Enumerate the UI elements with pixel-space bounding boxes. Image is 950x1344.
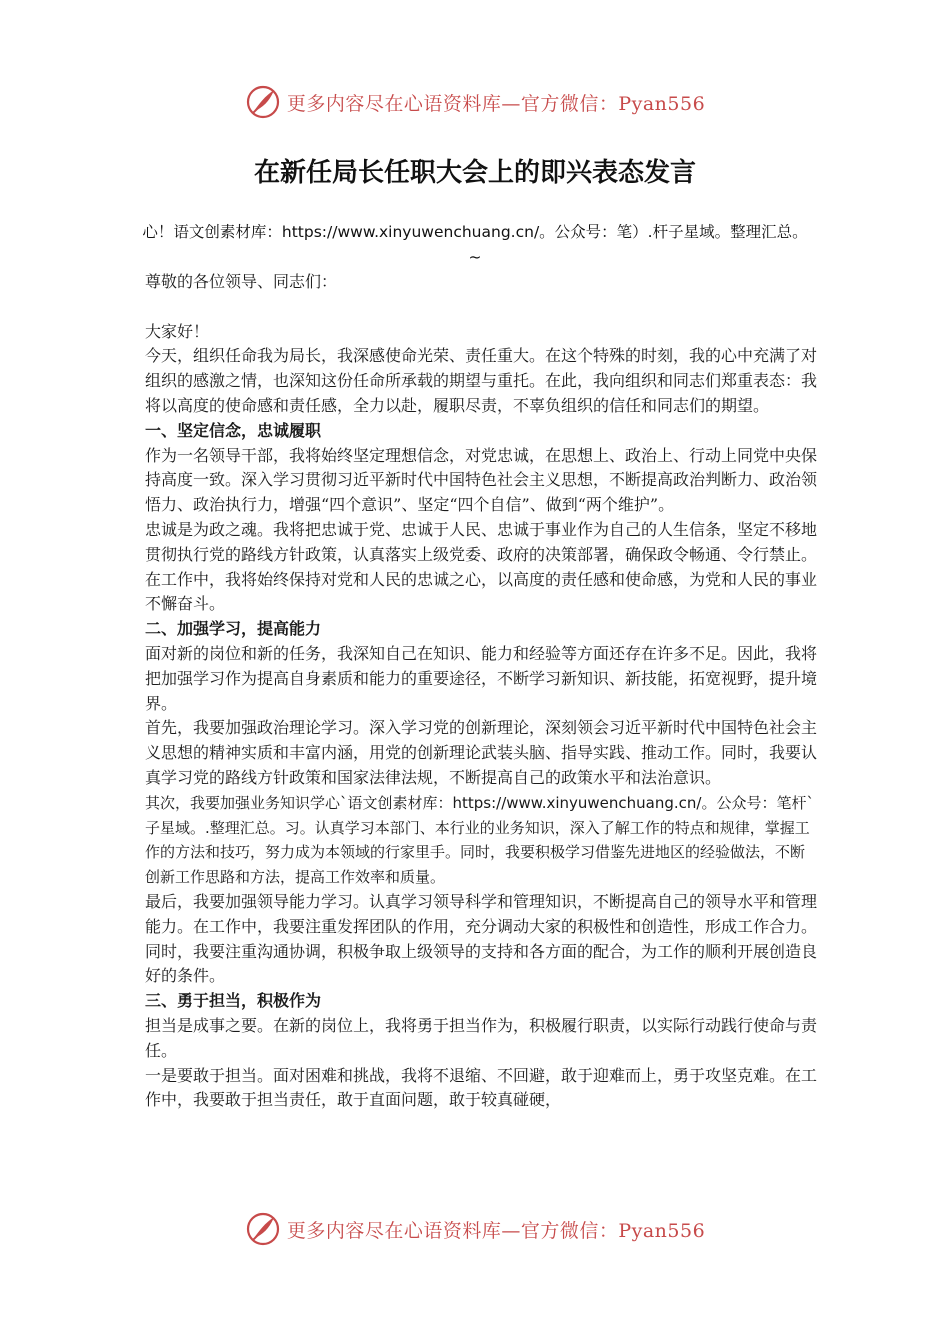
body-paragraph: 一是要敢于担当。面对困难和挑战，我将不退缩、不回避，敢于迎难而上，勇于攻坚克难。在工作中，我要敢于担当责任，敢于直面问题，敢于较真碰硬， bbox=[145, 1065, 818, 1110]
watermark-footer bbox=[0, 1211, 950, 1247]
body-paragraph: 其次，我要加强业务知识学心`语文创素材库：https://www.xinyuwenchuang.cn/。公众号：笔杆`子星域。.整理汇总。习。认真学习本部门、本行业的业务知识，深入了解工作的特点和规律，掌握工作的方法和技巧，努力成为本领域的行家里手。同时，我要积极学习借鉴先进地区的经验做法，不断创新工作思路和方法，提高工作效率和质量。 bbox=[145, 793, 814, 887]
watermark-text: 更多内容尽在心语资料库—官方微信：Pyan556 bbox=[286, 1219, 706, 1242]
watermark-header bbox=[0, 84, 950, 120]
blank-line bbox=[145, 295, 817, 320]
body-paragraph: 今天，组织任命我为局长，我深感使命光荣、责任重大。在这个特殊的时刻，我的心中充满了对组织的感激之情，也深知这份任命所承载的期望与重托。在此，我向组织和同志们郑重表态：我将以高度的使命感和责任感，全力以赴，履职尽责，不辜负组织的信任和同志们的期望。 bbox=[145, 346, 818, 415]
body-paragraph: 首先，我要加强政治理论学习。深入学习党的创新理论，深刻领会习近平新时代中国特色社会主义思想的精神实质和丰富内涵，用党的创新理论武装头脑、指导实践、推动工作。同时，我要认真学习党的路线方针政策和国家法律法规，不断提高自己的政策水平和法治意识。 bbox=[145, 718, 818, 787]
body-paragraph: 面对新的岗位和新的任务，我深知自己在知识、能力和经验等方面还存在许多不足。因此，我将把加强学习作为提高自身素质和能力的重要途径，不断学习新知识、新技能，拓宽视野，提升境界。 bbox=[145, 643, 818, 713]
source-note: 心！语文创素材库：https://www.xinyuwenchuang.cn/。公众号：笔）.杆子星域。整理汇总。~ bbox=[142, 223, 808, 266]
quill-pen-logo-icon bbox=[245, 1211, 281, 1247]
section-heading: 三、勇于担当，积极作为 bbox=[145, 991, 322, 1011]
document-title: 在新任局长任职大会上的即兴表态发言 bbox=[253, 158, 696, 188]
document-body bbox=[145, 270, 817, 1113]
body-paragraph: 担当是成事之要。在新的岗位上，我将勇于担当作为，积极履行职责，以实际行动践行使命与责任。 bbox=[145, 1015, 818, 1060]
body-paragraph: 最后，我要加强领导能力学习。认真学习领导科学和管理知识，不断提高自己的领导水平和管理能力。在工作中，我要注重发挥团队的作用，充分调动大家的积极性和创造性，形成工作合力。同时，我要注重沟通协调，积极争取上级领导的支持和各方面的配合，为工作的顺利开展创造良好的条件。 bbox=[145, 891, 818, 986]
watermark-text: 更多内容尽在心语资料库—官方微信：Pyan556 bbox=[286, 92, 706, 115]
body-paragraph: 作为一名领导干部，我将始终坚定理想信念，对党忠诚，在思想上、政治上、行动上同党中央保持高度一致。深入学习贯彻习近平新时代中国特色社会主义思想，不断提高政治判断力、政治领悟力、政治执行力，增强“四个意识”、坚定“四个自信”、做到“两个维护”。 bbox=[145, 445, 818, 515]
section-heading: 二、加强学习，提高能力 bbox=[145, 619, 322, 639]
salutation: 尊敬的各位领导、同志们： bbox=[145, 272, 338, 291]
greeting: 大家好！ bbox=[145, 321, 210, 341]
body-paragraph: 忠诚是为政之魂。我将把忠诚于党、忠诚于人民、忠诚于事业作为自己的人生信条，坚定不移地贯彻执行党的路线方针政策，认真落实上级党委、政府的决策部署，确保政令畅通、令行禁止。在工作中，我将始终保持对党和人民的忠诚之心，以高度的责任感和使命感，为党和人民的事业不懈奋斗。 bbox=[145, 519, 818, 614]
section-heading: 一、坚定信念，忠诚履职 bbox=[145, 420, 322, 440]
quill-pen-logo-icon bbox=[245, 84, 281, 120]
